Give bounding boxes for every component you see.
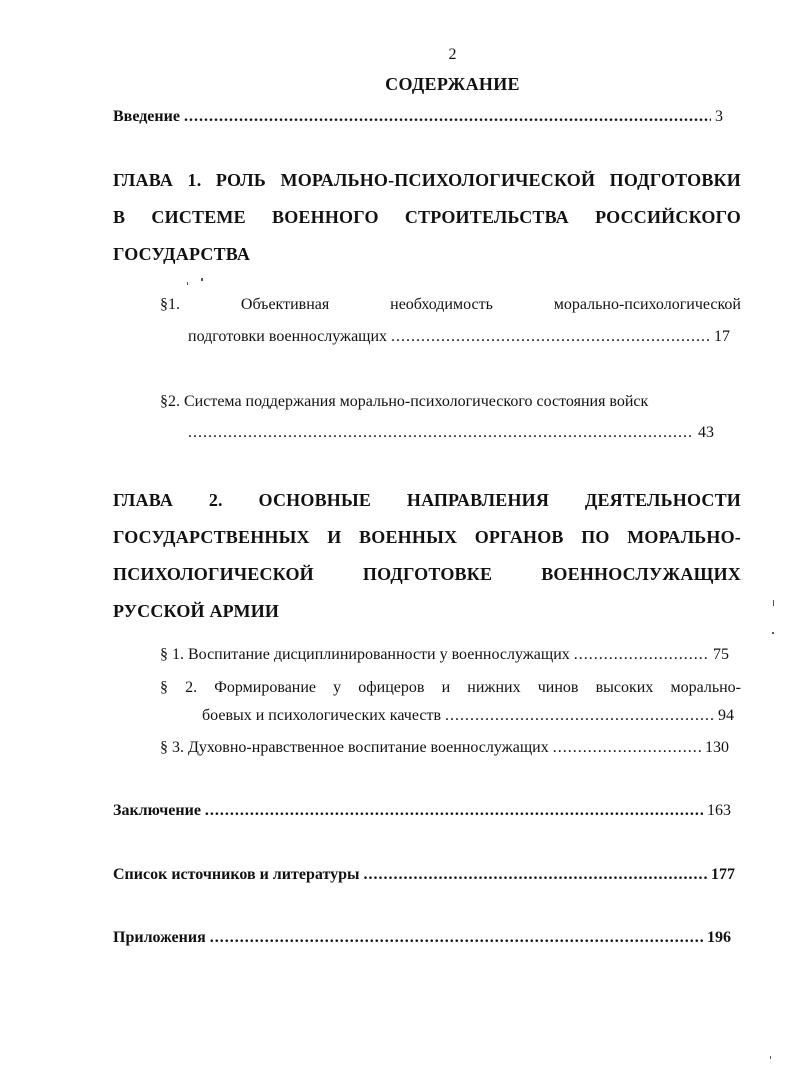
toc-entry-appendices[interactable]: [113, 929, 731, 947]
toc-section-1-1-line-1[interactable]: §1. Объективная необходимость морально-психологической: [160, 296, 741, 313]
toc-page-number: 196: [707, 929, 731, 946]
scan-speck: [187, 282, 188, 285]
toc-page-number: 3: [715, 108, 723, 125]
toc-page-number: 177: [711, 866, 735, 883]
chapter-1-heading: [113, 162, 741, 273]
toc-page-number: 130: [705, 739, 729, 756]
page-number: 2: [448, 46, 457, 63]
toc-entry-label: § 3. Духовно-нравственное воспитание военнослужащих: [160, 739, 549, 756]
toc-section-1-2[interactable]: [188, 424, 714, 442]
chapter-2-heading: [113, 482, 741, 630]
toc-section-1-2-line-1[interactable]: §2. Система поддержания морально-психологического состояния войск: [160, 393, 649, 410]
dot-leader: [574, 646, 709, 664]
toc-entry-label: § 1. Воспитание дисциплинированности у военнослужащих: [160, 646, 570, 663]
scan-speck: [201, 278, 203, 281]
toc-entry-sources[interactable]: [113, 866, 735, 884]
chapter-1-line-2: В СИСТЕМЕ ВОЕННОГО СТРОИТЕЛЬСТВА РОССИЙСКОГО: [113, 207, 741, 227]
toc-entry-label: Заключение: [113, 802, 201, 819]
toc-entry-label: Введение: [113, 108, 180, 125]
toc-section-1-1[interactable]: [188, 328, 730, 346]
scan-speck: [773, 600, 774, 606]
toc-entry-label: боевых и психологических качеств: [202, 707, 441, 724]
toc-page-number: 17: [714, 328, 730, 345]
chapter-2-line-3: ПСИХОЛОГИЧЕСКОЙ ПОДГОТОВКЕ ВОЕННОСЛУЖАЩИХ: [113, 564, 741, 584]
chapter-1-line-3: ГОСУДАРСТВА: [113, 244, 251, 264]
toc-section-2-1[interactable]: [160, 646, 729, 664]
toc-section-2-2[interactable]: [202, 707, 734, 725]
toc-section-2-3[interactable]: [160, 739, 729, 757]
chapter-2-line-1: ГЛАВА 2. ОСНОВНЫЕ НАПРАВЛЕНИЯ ДЕЯТЕЛЬНОСТИ: [113, 490, 741, 510]
toc-page-number: 43: [698, 424, 714, 441]
page-title: СОДЕРЖАНИЕ: [385, 74, 520, 94]
chapter-2-line-2: ГОСУДАРСТВЕННЫХ И ВОЕННЫХ ОРГАНОВ ПО МОРАЛЬНО-: [113, 527, 741, 547]
toc-page-number: 163: [707, 802, 731, 819]
dot-leader: [391, 328, 710, 346]
toc-entry-intro[interactable]: [113, 108, 723, 126]
dot-leader: [363, 866, 707, 884]
scan-speck: [772, 632, 774, 634]
dot-leader: [188, 424, 694, 442]
toc-section-2-2-line-1[interactable]: § 2. Формирование у офицеров и нижних чинов высоких морально-: [160, 679, 741, 696]
toc-entry-label: подготовки военнослужащих: [188, 328, 388, 345]
dot-leader: [205, 802, 703, 820]
dot-leader: [184, 108, 711, 126]
toc-entry-label: Приложения: [113, 929, 206, 946]
chapter-2-line-4: РУССКОЙ АРМИИ: [113, 601, 280, 621]
chapter-1-line-1: ГЛАВА 1. РОЛЬ МОРАЛЬНО-ПСИХОЛОГИЧЕСКОЙ ПОДГОТОВКИ: [113, 170, 741, 190]
dot-leader: [210, 929, 703, 947]
dot-leader: [445, 707, 714, 725]
toc-entry-conclusion[interactable]: [113, 802, 731, 820]
toc-page-number: 94: [718, 707, 734, 724]
toc-page-number: 75: [713, 646, 729, 663]
dot-leader: [553, 739, 701, 757]
scan-speck: [770, 1056, 771, 1059]
toc-entry-label: Список источников и литературы: [113, 866, 360, 883]
